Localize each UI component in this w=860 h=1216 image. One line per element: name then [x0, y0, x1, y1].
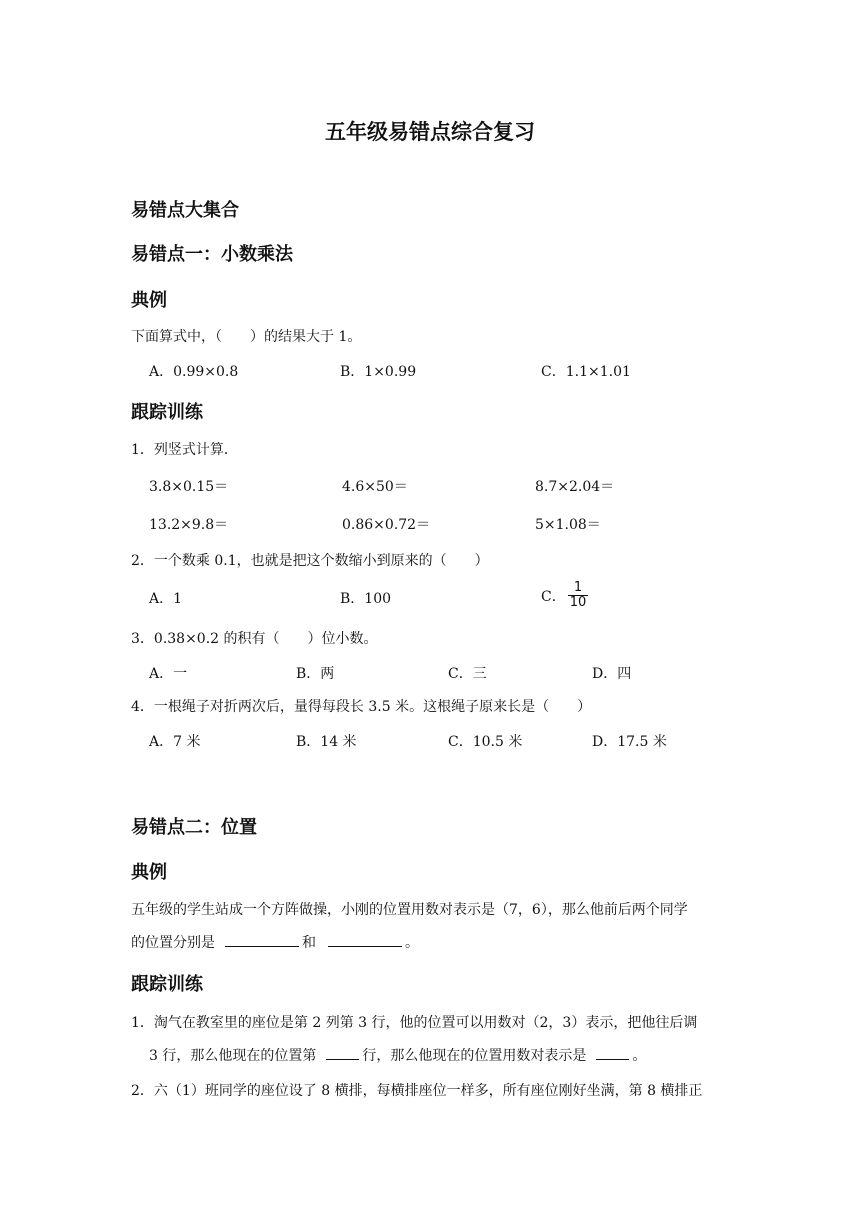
calc-item: 0.86×0.72＝	[342, 517, 431, 533]
question-text: 3 行，那么他现在的位置第	[149, 1048, 317, 1064]
example-text: 和	[302, 935, 316, 951]
q4-option-d: D．17.5 米	[592, 734, 667, 750]
q2-option-b: B．100	[340, 591, 392, 607]
section2-q2-line1: 2．六（1）班同学的座位设了 8 横排，每横排座位一样多，所有座位刚好坐满，第 8 横排正	[131, 1083, 703, 1099]
section2-q1-line2	[149, 1045, 646, 1065]
answer-blank[interactable]	[225, 932, 299, 947]
section2-example-line1: 五年级的学生站成一个方阵做操，小刚的位置用数对表示是（7，6），那么他前后两个同学	[131, 902, 688, 918]
section2-heading: 易错点二：位置	[131, 817, 257, 838]
page-title: 五年级易错点综合复习	[325, 119, 535, 144]
answer-blank[interactable]	[328, 932, 402, 947]
example-option-b: B．1×0.99	[340, 364, 417, 380]
section2-example-line2	[131, 932, 419, 952]
section1-example-question: 下面算式中，（ ）的结果大于 1。	[131, 329, 362, 345]
fraction-denominator: 10	[569, 595, 587, 610]
section1-heading: 易错点一：小数乘法	[131, 244, 293, 265]
q4-option-a: A．7 米	[149, 734, 201, 750]
calc-item: 4.6×50＝	[342, 479, 408, 495]
fraction-numerator: 1	[573, 580, 583, 595]
section2-q1-line1: 1．淘气在教室里的座位是第 2 列第 3 行，他的位置可以用数对（2，3）表示，把他往后调	[131, 1015, 698, 1031]
example-option-c: C．1.1×1.01	[541, 364, 631, 380]
fraction	[568, 581, 589, 610]
q3-option-d: D．四	[592, 666, 632, 682]
q3-option-a: A．一	[149, 666, 188, 682]
answer-blank[interactable]	[326, 1045, 359, 1060]
example-text: 。	[405, 935, 419, 951]
heading-collection: 易错点大集合	[131, 200, 239, 221]
question-1: 1．列竖式计算．	[131, 442, 238, 458]
example-text: 的位置分别是	[131, 935, 215, 951]
question-4: 4．一根绳子对折两次后，量得每段长 3.5 米。这根绳子原来长是（ ）	[131, 699, 592, 715]
example-option-a: A．0.99×0.8	[149, 364, 239, 380]
question-2: 2．一个数乘 0.1，也就是把这个数缩小到原来的（ ）	[131, 553, 489, 569]
calc-item: 13.2×9.8＝	[149, 517, 229, 533]
answer-blank[interactable]	[596, 1045, 629, 1060]
calc-item: 3.8×0.15＝	[149, 479, 229, 495]
q4-option-b: B．14 米	[296, 734, 357, 750]
question-text: 。	[632, 1048, 647, 1064]
q2-option-a: A．1	[149, 591, 183, 607]
section1-example-heading: 典例	[131, 290, 167, 311]
calc-item: 8.7×2.04＝	[535, 479, 615, 495]
q2-option-c-label: C．	[541, 588, 566, 605]
q2-option-c	[541, 581, 588, 610]
q3-option-c: C．三	[448, 666, 487, 682]
section2-example-heading: 典例	[131, 862, 167, 883]
calc-item: 5×1.08＝	[535, 517, 601, 533]
section2-practice-heading: 跟踪训练	[131, 974, 203, 995]
q4-option-c: C．10.5 米	[448, 734, 523, 750]
question-3: 3．0.38×0.2 的积有（ ）位小数。	[131, 631, 378, 647]
q3-option-b: B．两	[296, 666, 335, 682]
question-text: 行，那么他现在的位置用数对表示是	[362, 1048, 587, 1064]
section1-practice-heading: 跟踪训练	[131, 402, 203, 423]
